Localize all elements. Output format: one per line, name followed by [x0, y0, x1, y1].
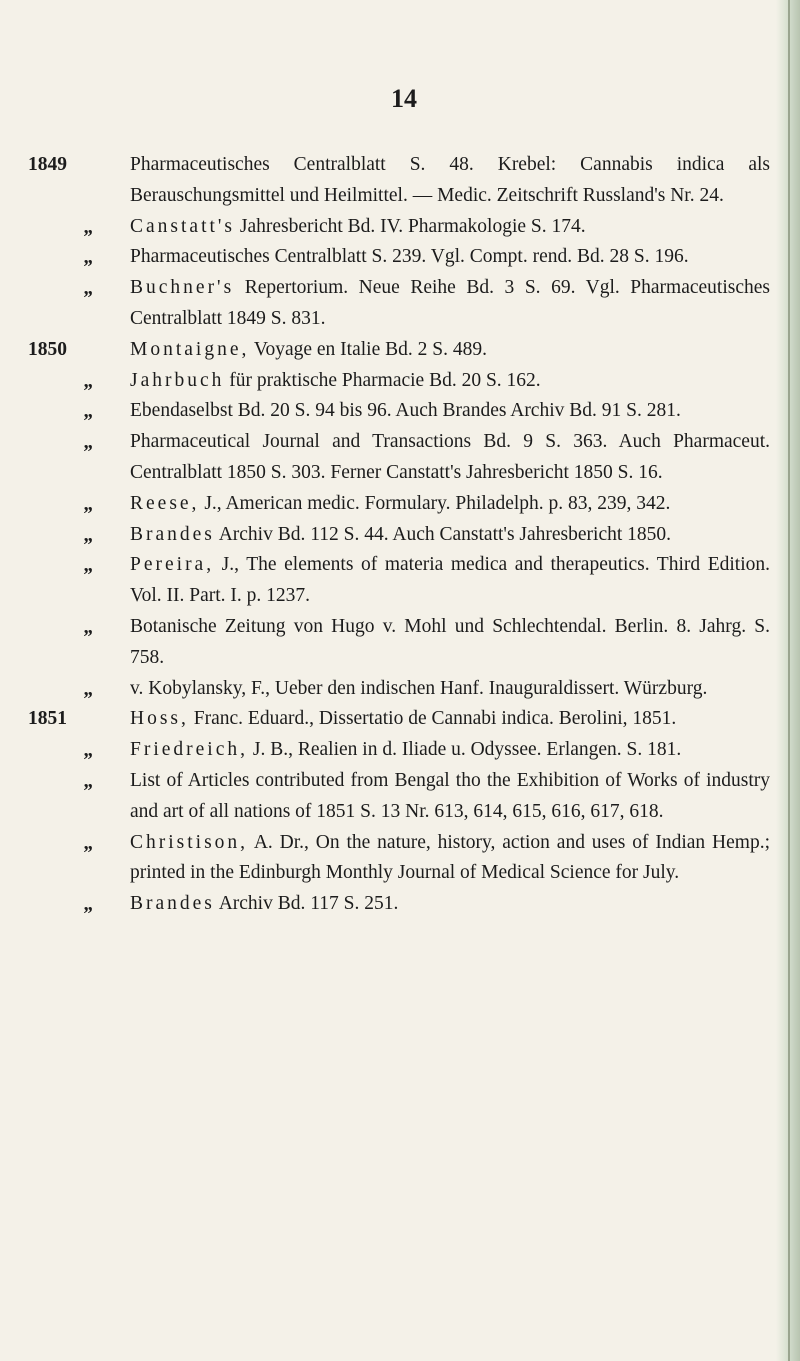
- entry-text: [130, 212, 770, 243]
- entry-text: [130, 674, 770, 705]
- entry-body: Franc. Eduard., Dissertatio de Cannabi indica. Berolini, 1851.: [188, 708, 677, 730]
- ditto-mark: „: [84, 893, 94, 916]
- entry-body: für praktische Pharmacie Bd. 20 S. 162.: [224, 369, 541, 391]
- entry-body: Archiv Bd. 117 S. 251.: [214, 893, 399, 915]
- bibliography-entry: [0, 704, 800, 735]
- entry-body: Ebendaselbst Bd. 20 S. 94 bis 96. Auch Brandes Archiv Bd. 91 S. 281.: [130, 400, 681, 422]
- ditto-mark: „: [84, 615, 94, 638]
- entry-year: 1849: [28, 154, 67, 175]
- bibliography-entry: [0, 150, 800, 212]
- entry-text: [130, 273, 770, 335]
- entry-text: [130, 735, 770, 766]
- bibliography-entry: [0, 828, 800, 890]
- bibliography-entry: [0, 520, 800, 551]
- entry-body: List of Articles contributed from Bengal tho the Exhibition of Works of industry and art of all nations of 1851 S. 13 Nr. 613, 614, 615, 616, 617, 618.: [130, 769, 770, 822]
- ditto-mark: „: [84, 523, 94, 546]
- ditto-mark: „: [84, 739, 94, 762]
- ditto-mark: „: [84, 369, 94, 392]
- ditto-mark: „: [84, 277, 94, 300]
- entry-author: Christison,: [130, 831, 249, 853]
- entry-body: J., American medic. Formulary. Philadelph. p. 83, 239, 342.: [199, 492, 671, 514]
- bibliography-entry: [0, 396, 800, 427]
- entry-text: [130, 550, 770, 612]
- entry-text: [130, 242, 770, 273]
- entry-text: [130, 766, 770, 828]
- entry-year: 1850: [28, 338, 67, 360]
- bibliography-entry: [0, 366, 800, 397]
- ditto-mark: „: [84, 769, 94, 792]
- entry-body: Voyage en Italie Bd. 2 S. 489.: [249, 338, 487, 360]
- ditto-mark: „: [84, 677, 94, 700]
- entry-body: Repertorium. Neue Reihe Bd. 3 S. 69. Vgl. Pharmaceutisches Centralblatt 1849 S. 831.: [130, 277, 770, 329]
- bibliography-entry: [0, 212, 800, 243]
- entry-author: Reese,: [130, 492, 200, 514]
- ditto-mark: „: [84, 246, 94, 269]
- entry-body: Pharmaceutisches Centralblatt S. 239. Vgl. Compt. rend. Bd. 28 S. 196.: [130, 246, 689, 268]
- bibliography-entry: [0, 335, 800, 366]
- entry-author: Canstatt's: [130, 215, 236, 237]
- entry-body: Pharmaceutisches Centralblatt S. 48. Krebel: Cannabis indica als Berauschungsmittel und Heilmittel. — Medic. Zeitschrift Russland's Nr. 24.: [130, 154, 770, 206]
- bibliography-entry: [0, 427, 800, 489]
- ditto-mark: „: [84, 400, 94, 423]
- entry-text: [130, 335, 770, 366]
- bibliography-entry: [0, 674, 800, 705]
- entry-body: Archiv Bd. 112 S. 44. Auch Canstatt's Jahresbericht 1850.: [214, 523, 672, 545]
- entry-author: Pereira,: [130, 554, 215, 576]
- entry-author: Brandes: [130, 523, 215, 545]
- bibliography-entry: [0, 612, 800, 674]
- entry-text: [130, 489, 770, 520]
- entry-author: Friedreich,: [130, 739, 249, 761]
- entry-text: [130, 396, 770, 427]
- ditto-mark: „: [84, 554, 94, 577]
- bibliography-entry: [0, 766, 800, 828]
- entry-author: Montaigne,: [130, 338, 250, 360]
- page-edge-line: [788, 0, 790, 1361]
- ditto-mark: „: [84, 431, 94, 454]
- entry-year: 1851: [28, 708, 67, 730]
- bibliography-entry: [0, 273, 800, 335]
- entry-author: Jahrbuch: [130, 369, 225, 391]
- entry-body: v. Kobylansky, F., Ueber den indischen Hanf. Inauguraldissert. Würzburg.: [130, 677, 708, 699]
- ditto-mark: „: [84, 492, 94, 515]
- entry-author: Brandes: [130, 893, 215, 915]
- bibliography-entry: [0, 242, 800, 273]
- bibliography-list: [0, 150, 800, 920]
- bibliography-entry: [0, 889, 800, 920]
- entry-author: Hoss,: [130, 708, 189, 730]
- entry-text: [130, 520, 770, 551]
- entry-body: Pharmaceutical Journal and Transactions Bd. 9 S. 363. Auch Pharmaceut. Centralblatt 1850 S. 303. Ferner Canstatt's Jahresbericht 1850 S. 16.: [130, 431, 770, 483]
- entry-text: [130, 366, 770, 397]
- entry-body: Botanische Zeitung von Hugo v. Mohl und Schlechtendal. Berlin. 8. Jahrg. S. 758.: [130, 615, 770, 668]
- entry-body: Jahresbericht Bd. IV. Pharmakologie S. 174.: [235, 215, 586, 237]
- bibliography-entry: [0, 489, 800, 520]
- entry-author: Buchner's: [130, 277, 235, 299]
- entry-body: A. Dr., On the nature, history, action and uses of Indian Hemp.; printed in the Edinburgh Monthly Journal of Medical Science for July.: [130, 831, 770, 884]
- entry-body: J. B., Realien in d. Iliade u. Odyssee. Erlangen. S. 181.: [248, 739, 682, 761]
- entry-text: [130, 889, 770, 920]
- entry-text: [130, 150, 770, 212]
- bibliography-entry: [0, 735, 800, 766]
- bibliography-entry: [0, 550, 800, 612]
- entry-text: [130, 704, 770, 735]
- entry-text: [130, 427, 770, 489]
- entry-text: [130, 828, 770, 890]
- page-number: 14: [391, 84, 417, 113]
- entry-text: [130, 612, 770, 674]
- ditto-mark: „: [84, 831, 94, 854]
- ditto-mark: „: [84, 215, 94, 238]
- entry-body: J., The elements of materia medica and therapeutics. Third Edition. Vol. II. Part. I. p. 1237.: [130, 554, 770, 607]
